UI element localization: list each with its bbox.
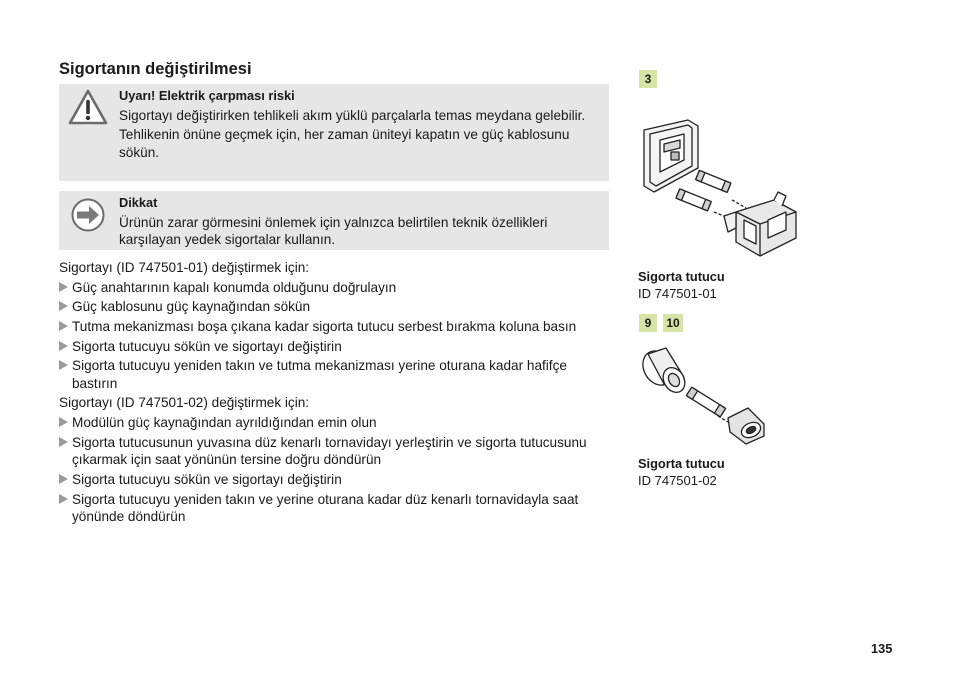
figure-caption <box>638 268 725 302</box>
figure-tag: 9 <box>639 314 657 332</box>
figure-tag: 10 <box>663 314 683 332</box>
warning-heading: Uyarı! Elektrik çarpması riski <box>119 88 295 103</box>
bullet-triangle-icon <box>59 341 68 351</box>
warning-text: Tehlikenin önüne geçmek için, her zaman üniteyi kapatın ve güç kablosunu sökün. <box>119 127 570 160</box>
figure-caption <box>638 455 725 489</box>
caution-heading: Dikkat <box>119 195 158 210</box>
list-item: Tutma mekanizması boşa çıkana kadar sigorta tutucu serbest bırakma koluna basın <box>59 318 615 336</box>
caption-id: ID 747501-02 <box>638 473 717 488</box>
bullet-triangle-icon <box>59 494 68 504</box>
list-item: Sigorta tutucuyu yeniden takın ve tutma mekanizması yerine oturana kadar hafifçe bastırın <box>59 357 615 392</box>
bullet-triangle-icon <box>59 360 68 370</box>
caution-text: Ürünün zarar görmesini önlemek için yalnızca belirtilen teknik özellikleri karşılayan yedek sigortalar kullanın. <box>119 214 548 247</box>
caption-title: Sigorta tutucu <box>638 456 725 471</box>
bullet-triangle-icon <box>59 437 68 447</box>
page-number: 135 <box>871 641 893 656</box>
list-item: Sigorta tutucusunun yuvasına düz kenarlı tornavidayı yerleştirin ve sigorta tutucusunu çıkarmak için saat yönünün tersine doğru döndürün <box>59 434 615 469</box>
list-item: Sigorta tutucuyu sökün ve sigortayı değiştirin <box>59 338 615 356</box>
bullet-triangle-icon <box>59 321 68 331</box>
fuse-holder-cap-illustration <box>636 344 776 446</box>
warning-box <box>59 84 609 181</box>
procedure-intro: Sigortayı (ID 747501-01) değiştirmek için: <box>59 260 310 275</box>
caption-id: ID 747501-01 <box>638 286 717 301</box>
list-item: Modülün güç kaynağından ayrıldığından emin olun <box>59 414 615 432</box>
warning-triangle-icon <box>67 87 109 132</box>
bullet-triangle-icon <box>59 417 68 427</box>
list-item: Güç anahtarının kapalı konumda olduğunu doğrulayın <box>59 279 615 297</box>
procedure-list <box>59 257 615 526</box>
arrow-circle-icon <box>67 196 109 241</box>
figure-tag: 3 <box>639 70 657 88</box>
caption-title: Sigorta tutucu <box>638 269 725 284</box>
fuse-holder-drawer-illustration <box>636 116 806 262</box>
caution-box <box>59 191 609 250</box>
bullet-triangle-icon <box>59 282 68 292</box>
bullet-triangle-icon <box>59 474 68 484</box>
list-item: Güç kablosunu güç kaynağından sökün <box>59 298 615 316</box>
page-title: Sigortanın değiştirilmesi <box>59 60 252 78</box>
procedure-intro: Sigortayı (ID 747501-02) değiştirmek için: <box>59 395 310 411</box>
warning-text: Sigortayı değiştirirken tehlikeli akım yüklü parçalarla temas meydana gelebilir. <box>119 107 586 123</box>
bullet-triangle-icon <box>59 301 68 311</box>
list-item: Sigorta tutucuyu yeniden takın ve yerine oturana kadar düz kenarlı tornavidayla saat yönünde döndürün <box>59 491 615 526</box>
list-item: Sigorta tutucuyu sökün ve sigortayı değiştirin <box>59 471 615 489</box>
